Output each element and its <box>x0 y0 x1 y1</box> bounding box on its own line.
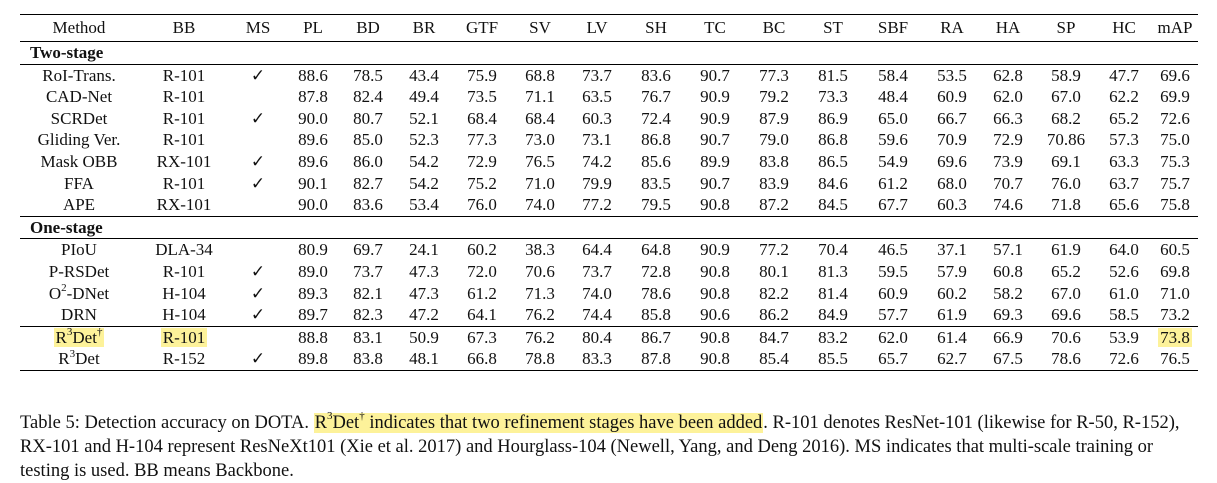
method-cell: $O^2$-DNet <box>48 281 110 303</box>
value-cell-gtf: 66.8 <box>467 349 497 369</box>
value-cell-sv: 70.6 <box>525 261 555 281</box>
value-cell-bc: 87.9 <box>759 108 789 128</box>
method-cell: PIoU <box>61 240 97 260</box>
multiscale-cell: ✓ <box>250 151 266 171</box>
value-cell-bc: 83.8 <box>759 151 789 171</box>
column-header-sh: SH <box>645 18 667 38</box>
value-cell-ra: 60.9 <box>937 87 967 107</box>
value-cell-sp: 67.0 <box>1051 283 1081 303</box>
value-cell-br: 47.2 <box>409 305 439 325</box>
value-cell-lv: 77.2 <box>582 195 612 215</box>
value-cell-ra: 60.3 <box>937 195 967 215</box>
value-cell-sh: 79.5 <box>641 195 671 215</box>
value-cell-sbf: 59.5 <box>878 261 908 281</box>
column-header-tc: TC <box>704 18 726 38</box>
table-caption <box>20 411 1200 483</box>
backbone-cell: R-101 <box>162 87 206 107</box>
value-cell-ra: 68.0 <box>937 173 967 193</box>
value-cell-map: 60.5 <box>1160 240 1190 260</box>
value-cell-sh: 87.8 <box>641 349 671 369</box>
value-cell-gtf: 73.5 <box>467 87 497 107</box>
value-cell-ra: 70.9 <box>937 130 967 150</box>
value-cell-gtf: 76.0 <box>467 195 497 215</box>
caption-lead: Table 5: Detection accuracy on DOTA. <box>20 412 314 433</box>
value-cell-br: 47.3 <box>409 261 439 281</box>
value-cell-sh: 83.6 <box>641 65 671 85</box>
column-header-ms: MS <box>245 18 271 38</box>
value-cell-tc: 90.9 <box>700 87 730 107</box>
value-cell-map: 75.0 <box>1160 130 1190 150</box>
value-cell-br: 49.4 <box>409 87 439 107</box>
value-cell-tc: 90.7 <box>700 173 730 193</box>
value-cell-sh: 85.8 <box>641 305 671 325</box>
column-header-sp: SP <box>1056 18 1076 38</box>
value-cell-pl: 88.6 <box>298 65 328 85</box>
value-cell-bd: 83.1 <box>340 326 396 348</box>
value-cell-sv: 78.8 <box>525 349 555 369</box>
value-cell-bc: 77.2 <box>759 240 789 260</box>
column-header-hc: HC <box>1112 18 1136 38</box>
value-cell-hc: 64.0 <box>1109 240 1139 260</box>
value-cell-pl: 90.1 <box>298 173 328 193</box>
value-cell-tc: 90.9 <box>700 108 730 128</box>
value-cell-st: 85.5 <box>818 349 848 369</box>
column-header-bb: BB <box>172 18 196 38</box>
value-cell-br: 48.1 <box>409 349 439 369</box>
table-body <box>20 42 1198 371</box>
value-cell-sbf: 60.9 <box>878 283 908 303</box>
multiscale-cell <box>230 129 286 151</box>
value-cell-gtf: 64.1 <box>467 305 497 325</box>
value-cell-sbf: 48.4 <box>878 87 908 107</box>
value-cell-sp: 69.6 <box>1051 305 1081 325</box>
value-cell-hc: 58.5 <box>1109 305 1139 325</box>
value-cell-st: 70.4 <box>818 240 848 260</box>
value-cell-sp: 69.1 <box>1051 151 1081 171</box>
value-cell-bc: 86.2 <box>759 305 789 325</box>
value-cell-br: 54.2 <box>409 151 439 171</box>
multiscale-cell: ✓ <box>250 108 266 128</box>
value-cell-sp: 67.0 <box>1051 87 1081 107</box>
value-cell-ra: 60.2 <box>937 283 967 303</box>
value-cell-hc: 65.6 <box>1109 195 1139 215</box>
value-cell-gtf: 60.2 <box>467 240 497 260</box>
method-cell: $R^3Det$ <box>58 347 100 369</box>
value-cell-st: 86.8 <box>818 130 848 150</box>
value-cell-hc: 57.3 <box>1109 130 1139 150</box>
value-cell-tc: 90.7 <box>700 65 730 85</box>
value-cell-br: 52.1 <box>409 108 439 128</box>
value-cell-tc: 90.6 <box>700 305 730 325</box>
value-cell-st: 86.9 <box>818 108 848 128</box>
value-cell-gtf: 72.0 <box>467 261 497 281</box>
method-cell: DRN <box>61 305 97 325</box>
value-cell-ha: 70.7 <box>993 173 1023 193</box>
multiscale-cell: ✓ <box>250 283 266 303</box>
value-cell-map: 75.8 <box>1160 195 1190 215</box>
value-cell-sp: 70.6 <box>1036 326 1096 348</box>
value-cell-lv: 63.5 <box>582 87 612 107</box>
value-cell-sv: 76.5 <box>525 151 555 171</box>
value-cell-bd: 82.1 <box>353 283 383 303</box>
backbone-cell: RX-101 <box>156 151 212 171</box>
multiscale-cell: ✓ <box>250 65 266 85</box>
value-cell-pl: 90.0 <box>298 195 328 215</box>
value-cell-sbf: 58.4 <box>878 65 908 85</box>
value-cell-br: 47.3 <box>409 283 439 303</box>
value-cell-bd: 86.0 <box>353 151 383 171</box>
value-cell-pl: 89.0 <box>298 261 328 281</box>
value-cell-lv: 80.4 <box>568 326 626 348</box>
value-cell-br: 54.2 <box>409 173 439 193</box>
value-cell-gtf: 77.3 <box>467 130 497 150</box>
value-cell-bd: 78.5 <box>353 65 383 85</box>
method-cell: RoI-Trans. <box>42 65 116 85</box>
value-cell-lv: 60.3 <box>582 108 612 128</box>
value-cell-sv: 74.0 <box>525 195 555 215</box>
column-header-pl: PL <box>303 18 323 38</box>
value-cell-sbf: 59.6 <box>878 130 908 150</box>
value-cell-sbf: 54.9 <box>878 151 908 171</box>
value-cell-tc: 90.8 <box>700 349 730 369</box>
section-title: Two-stage <box>20 42 1198 65</box>
value-cell-ha: 62.8 <box>993 65 1023 85</box>
value-cell-hc: 72.6 <box>1109 349 1139 369</box>
value-cell-sbf: 46.5 <box>878 240 908 260</box>
value-cell-sv: 68.4 <box>525 108 555 128</box>
value-cell-ha: 57.1 <box>993 240 1023 260</box>
multiscale-cell <box>230 326 286 348</box>
column-header-st: ST <box>823 18 843 38</box>
value-cell-bd: 82.4 <box>353 87 383 107</box>
value-cell-st: 86.5 <box>818 151 848 171</box>
value-cell-bc: 79.2 <box>759 87 789 107</box>
value-cell-sp: 68.2 <box>1051 108 1081 128</box>
value-cell-ra: 57.9 <box>937 261 967 281</box>
table-row <box>20 64 1198 86</box>
value-cell-sp: 58.9 <box>1051 65 1081 85</box>
value-cell-sv: 71.0 <box>525 173 555 193</box>
value-cell-map: 72.6 <box>1160 108 1190 128</box>
value-cell-st: 73.3 <box>818 87 848 107</box>
value-cell-sv: 68.8 <box>525 65 555 85</box>
table-row <box>20 239 1198 261</box>
value-cell-sh: 78.6 <box>641 283 671 303</box>
value-cell-pl: 88.8 <box>286 326 340 348</box>
value-cell-ha: 62.0 <box>993 87 1023 107</box>
value-cell-sh: 85.6 <box>641 151 671 171</box>
value-cell-sbf: 65.7 <box>878 349 908 369</box>
value-cell-br: 52.3 <box>409 130 439 150</box>
value-cell-map: 75.7 <box>1160 173 1190 193</box>
value-cell-sp: 61.9 <box>1051 240 1081 260</box>
column-header-ha: HA <box>995 18 1021 38</box>
table-row <box>20 129 1198 151</box>
backbone-cell: H-104 <box>162 305 206 325</box>
value-cell-tc: 90.8 <box>700 283 730 303</box>
value-cell-ra: 66.7 <box>937 108 967 128</box>
value-cell-tc: 90.8 <box>700 195 730 215</box>
value-cell-sh: 76.7 <box>641 87 671 107</box>
value-cell-map: 73.8 <box>1152 326 1198 348</box>
value-cell-lv: 73.1 <box>582 130 612 150</box>
value-cell-lv: 79.9 <box>582 173 612 193</box>
value-cell-ha: 66.9 <box>980 326 1036 348</box>
method-cell: Gliding Ver. <box>37 130 121 150</box>
backbone-cell: R-101 <box>162 173 206 193</box>
column-header-sbf: SBF <box>877 18 909 38</box>
value-cell-sv: 38.3 <box>525 240 555 260</box>
value-cell-sbf: 67.7 <box>878 195 908 215</box>
value-cell-ra: 61.9 <box>937 305 967 325</box>
value-cell-st: 83.2 <box>804 326 862 348</box>
multiscale-cell: ✓ <box>250 261 266 281</box>
value-cell-map: 69.8 <box>1160 261 1190 281</box>
value-cell-ra: 37.1 <box>937 240 967 260</box>
table-row <box>20 283 1198 305</box>
value-cell-tc: 89.9 <box>700 151 730 171</box>
value-cell-pl: 89.7 <box>298 305 328 325</box>
value-cell-ha: 67.5 <box>993 349 1023 369</box>
value-cell-bd: 82.7 <box>353 173 383 193</box>
value-cell-bc: 85.4 <box>759 349 789 369</box>
value-cell-sh: 64.8 <box>641 240 671 260</box>
value-cell-hc: 62.2 <box>1109 87 1139 107</box>
value-cell-lv: 74.0 <box>582 283 612 303</box>
value-cell-st: 81.4 <box>818 283 848 303</box>
value-cell-sp: 76.0 <box>1051 173 1081 193</box>
value-cell-ha: 74.6 <box>993 195 1023 215</box>
value-cell-bc: 82.2 <box>759 283 789 303</box>
value-cell-pl: 89.6 <box>298 130 328 150</box>
backbone-cell: R-101 <box>162 130 206 150</box>
value-cell-gtf: 75.2 <box>467 173 497 193</box>
value-cell-pl: 89.3 <box>298 283 328 303</box>
caption-rest: . R-101 denotes ResNet-101 (likewise for R-50, R-152), RX-101 and H-104 represent ResNeXt101 (Xie et al. 2017) and Hourglass-104 (Newell, Yang, and Deng 2016). MS indicates that multi-scale training or testing is used. BB means Backbone. <box>20 412 1180 481</box>
value-cell-sh: 72.8 <box>641 261 671 281</box>
table-row <box>20 326 1198 348</box>
value-cell-bd: 82.3 <box>353 305 383 325</box>
value-cell-sp: 71.8 <box>1051 195 1081 215</box>
value-cell-st: 81.3 <box>818 261 848 281</box>
value-cell-bd: 73.7 <box>353 261 383 281</box>
value-cell-br: 50.9 <box>396 326 452 348</box>
multiscale-cell: ✓ <box>250 173 266 193</box>
value-cell-sh: 86.7 <box>626 326 686 348</box>
backbone-cell: R-101 <box>162 65 206 85</box>
value-cell-sv: 71.1 <box>525 87 555 107</box>
value-cell-map: 76.5 <box>1160 349 1190 369</box>
value-cell-ha: 58.2 <box>993 283 1023 303</box>
backbone-cell: DLA-34 <box>155 240 213 260</box>
table-row <box>20 151 1198 173</box>
value-cell-gtf: 68.4 <box>467 108 497 128</box>
value-cell-st: 84.6 <box>818 173 848 193</box>
value-cell-ra: 61.4 <box>924 326 980 348</box>
value-cell-map: 75.3 <box>1160 151 1190 171</box>
backbone-cell: R-152 <box>162 349 206 369</box>
table-row <box>20 304 1198 326</box>
column-header-sv: SV <box>529 18 551 38</box>
value-cell-br: 43.4 <box>409 65 439 85</box>
column-header-br: BR <box>412 18 436 38</box>
method-cell: SCRDet <box>50 108 108 128</box>
value-cell-hc: 52.6 <box>1109 261 1139 281</box>
backbone-cell: RX-101 <box>156 195 212 215</box>
value-cell-tc: 90.7 <box>700 130 730 150</box>
value-cell-sh: 86.8 <box>641 130 671 150</box>
table-row <box>20 86 1198 108</box>
value-cell-sv: 73.0 <box>525 130 555 150</box>
value-cell-pl: 87.8 <box>298 87 328 107</box>
value-cell-ra: 62.7 <box>937 349 967 369</box>
backbone-cell: R-101 <box>162 261 206 281</box>
multiscale-cell: ✓ <box>250 349 266 369</box>
multiscale-cell <box>230 239 286 261</box>
results-table <box>20 14 1198 371</box>
method-cell: FFA <box>64 173 94 193</box>
caption-highlight: $R^3Det^\dagger$ indicates that two refinement stages have been added <box>314 410 763 433</box>
value-cell-bc: 79.0 <box>759 130 789 150</box>
method-cell: Mask OBB <box>40 151 118 171</box>
value-cell-bc: 84.7 <box>744 326 804 348</box>
value-cell-tc: 90.9 <box>700 240 730 260</box>
value-cell-gtf: 67.3 <box>452 326 512 348</box>
value-cell-ra: 53.5 <box>937 65 967 85</box>
value-cell-st: 84.9 <box>818 305 848 325</box>
value-cell-lv: 73.7 <box>582 65 612 85</box>
value-cell-lv: 64.4 <box>582 240 612 260</box>
value-cell-sh: 72.4 <box>641 108 671 128</box>
value-cell-pl: 80.9 <box>298 240 328 260</box>
value-cell-sh: 83.5 <box>641 173 671 193</box>
multiscale-cell: ✓ <box>250 305 266 325</box>
value-cell-ha: 69.3 <box>993 305 1023 325</box>
value-cell-ha: 72.9 <box>993 130 1023 150</box>
value-cell-hc: 53.9 <box>1096 326 1152 348</box>
value-cell-sbf: 62.0 <box>862 326 924 348</box>
backbone-cell: R-101 <box>138 326 230 348</box>
table-row <box>20 261 1198 283</box>
section-header-row <box>20 42 1198 65</box>
value-cell-map: 69.9 <box>1160 87 1190 107</box>
value-cell-bc: 87.2 <box>759 195 789 215</box>
value-cell-sp: 65.2 <box>1051 261 1081 281</box>
column-header-ra: RA <box>940 18 964 38</box>
column-header-map: mAP <box>1157 18 1193 38</box>
value-cell-sbf: 61.2 <box>878 173 908 193</box>
column-header-bc: BC <box>762 18 786 38</box>
value-cell-br: 53.4 <box>409 195 439 215</box>
value-cell-bd: 80.7 <box>353 108 383 128</box>
value-cell-sp: 70.86 <box>1046 130 1086 150</box>
value-cell-bc: 77.3 <box>759 65 789 85</box>
value-cell-br: 24.1 <box>409 240 439 260</box>
value-cell-bd: 83.6 <box>353 195 383 215</box>
value-cell-sv: 71.3 <box>525 283 555 303</box>
value-cell-lv: 83.3 <box>582 349 612 369</box>
value-cell-map: 69.6 <box>1160 65 1190 85</box>
value-cell-st: 81.5 <box>818 65 848 85</box>
value-cell-lv: 73.7 <box>582 261 612 281</box>
value-cell-map: 71.0 <box>1160 283 1190 303</box>
method-cell: APE <box>62 195 96 215</box>
value-cell-bd: 85.0 <box>353 130 383 150</box>
value-cell-lv: 74.4 <box>582 305 612 325</box>
value-cell-sbf: 65.0 <box>878 108 908 128</box>
value-cell-ha: 66.3 <box>993 108 1023 128</box>
method-cell: CAD-Net <box>45 87 113 107</box>
value-cell-sv: 76.2 <box>512 326 568 348</box>
table-header-row <box>20 15 1198 42</box>
value-cell-hc: 47.7 <box>1109 65 1139 85</box>
value-cell-pl: 89.8 <box>298 349 328 369</box>
value-cell-st: 84.5 <box>818 195 848 215</box>
value-cell-bc: 83.9 <box>759 173 789 193</box>
method-cell: P-RSDet <box>48 261 110 281</box>
multiscale-cell <box>230 86 286 108</box>
backbone-cell: H-104 <box>162 283 206 303</box>
section-header-row <box>20 216 1198 239</box>
value-cell-ha: 60.8 <box>993 261 1023 281</box>
value-cell-hc: 63.3 <box>1109 151 1139 171</box>
value-cell-gtf: 61.2 <box>467 283 497 303</box>
value-cell-pl: 89.6 <box>298 151 328 171</box>
value-cell-bc: 80.1 <box>759 261 789 281</box>
value-cell-sp: 78.6 <box>1051 349 1081 369</box>
value-cell-gtf: 72.9 <box>467 151 497 171</box>
value-cell-gtf: 75.9 <box>467 65 497 85</box>
table-row <box>20 108 1198 130</box>
method-cell: $R^3Det^\dagger$ <box>20 326 138 348</box>
column-header-bd: BD <box>356 18 380 38</box>
value-cell-bd: 69.7 <box>353 240 383 260</box>
value-cell-sv: 76.2 <box>525 305 555 325</box>
column-header-gtf: GTF <box>465 18 499 38</box>
value-cell-map: 73.2 <box>1160 305 1190 325</box>
value-cell-hc: 65.2 <box>1109 108 1139 128</box>
value-cell-pl: 90.0 <box>298 108 328 128</box>
table-row <box>20 348 1198 370</box>
value-cell-hc: 63.7 <box>1109 173 1139 193</box>
column-header-method: Method <box>52 18 106 38</box>
backbone-cell: R-101 <box>162 108 206 128</box>
table-row <box>20 173 1198 195</box>
value-cell-ha: 73.9 <box>993 151 1023 171</box>
table-row <box>20 194 1198 216</box>
value-cell-hc: 61.0 <box>1109 283 1139 303</box>
value-cell-sbf: 57.7 <box>878 305 908 325</box>
value-cell-ra: 69.6 <box>937 151 967 171</box>
value-cell-tc: 90.8 <box>700 261 730 281</box>
column-header-lv: LV <box>586 18 608 38</box>
multiscale-cell <box>230 194 286 216</box>
section-title: One-stage <box>20 216 1198 239</box>
value-cell-lv: 74.2 <box>582 151 612 171</box>
value-cell-bd: 83.8 <box>353 349 383 369</box>
value-cell-tc: 90.8 <box>686 326 744 348</box>
